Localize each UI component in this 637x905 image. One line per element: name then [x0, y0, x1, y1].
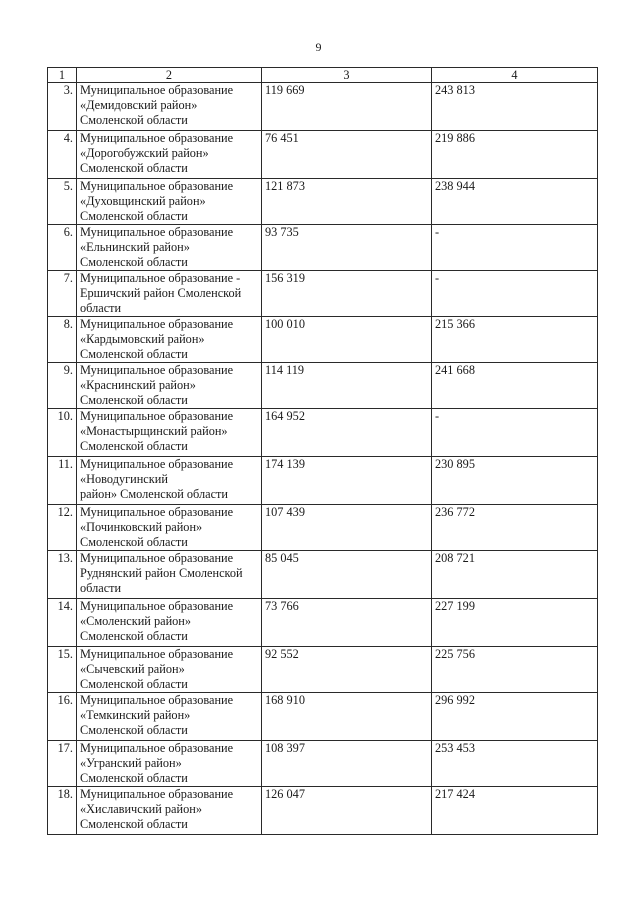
municipality-name-line: Муниципальное образование [80, 363, 234, 377]
municipality-name-line: Муниципальное образование [80, 647, 234, 661]
table-row [48, 457, 598, 505]
municipality-name [77, 787, 262, 835]
municipality-name-line: Муниципальное образование [80, 131, 234, 145]
table-row [48, 741, 598, 787]
municipality-name-line: Смоленской области [80, 439, 188, 453]
row-number: 8. [48, 317, 77, 363]
value-column-3: 73 766 [262, 599, 432, 647]
value-column-4: 253 453 [432, 741, 598, 787]
table-row [48, 551, 598, 599]
value-column-4: - [432, 225, 598, 271]
value-column-4: - [432, 271, 598, 317]
municipality-name-line: Смоленской области [80, 255, 188, 269]
value-column-4: 227 199 [432, 599, 598, 647]
municipality-name-line: Муниципальное образование [80, 505, 234, 519]
value-column-4: 219 886 [432, 131, 598, 179]
value-column-4: 208 721 [432, 551, 598, 599]
municipality-name-line: Муниципальное образование [80, 457, 234, 471]
table-header-row [48, 68, 598, 83]
municipality-name-line: Муниципальное образование [80, 551, 234, 565]
value-column-4: - [432, 409, 598, 457]
column-header-4: 4 [432, 68, 598, 83]
municipality-name [77, 131, 262, 179]
municipal-data-table [47, 67, 598, 835]
municipality-name-line: Смоленской области [80, 723, 188, 737]
value-column-3: 92 552 [262, 647, 432, 693]
municipality-name-line: Смоленской области [80, 209, 188, 223]
value-column-3: 107 439 [262, 505, 432, 551]
municipality-name [77, 317, 262, 363]
row-number: 14. [48, 599, 77, 647]
table-row [48, 363, 598, 409]
row-number: 7. [48, 271, 77, 317]
municipality-name-line: «Кардымовский район» [80, 332, 205, 346]
municipality-name-line: «Духовщинский район» [80, 194, 206, 208]
municipality-name-line: области [80, 581, 122, 595]
municipality-name-line: Муниципальное образование [80, 83, 234, 97]
municipality-name-line: Руднянский район Смоленской [80, 566, 243, 580]
municipality-name-line: «Смоленский район» [80, 614, 192, 628]
row-number: 15. [48, 647, 77, 693]
municipality-name [77, 363, 262, 409]
municipality-name-line: Муниципальное образование [80, 787, 234, 801]
municipality-name-line: Муниципальное образование [80, 225, 234, 239]
municipality-name [77, 409, 262, 457]
table-row [48, 225, 598, 271]
table-row [48, 317, 598, 363]
municipality-name-line: «Угранский район» [80, 756, 182, 770]
value-column-3: 100 010 [262, 317, 432, 363]
municipality-name [77, 693, 262, 741]
value-column-3: 76 451 [262, 131, 432, 179]
value-column-3: 119 669 [262, 83, 432, 131]
value-column-3: 108 397 [262, 741, 432, 787]
value-column-4: 215 366 [432, 317, 598, 363]
municipality-name-line: «Краснинский район» [80, 378, 196, 392]
municipality-name-line: Смоленской области [80, 113, 188, 127]
row-number: 13. [48, 551, 77, 599]
municipality-name-line: Ершичский район Смоленской [80, 286, 242, 300]
value-column-4: 236 772 [432, 505, 598, 551]
municipality-name-line: области [80, 301, 122, 315]
row-number: 5. [48, 179, 77, 225]
row-number: 16. [48, 693, 77, 741]
municipality-name [77, 225, 262, 271]
table-row [48, 179, 598, 225]
municipality-name [77, 457, 262, 505]
municipality-name [77, 271, 262, 317]
municipality-name-line: «Демидовский район» [80, 98, 198, 112]
municipality-name-line: Смоленской области [80, 771, 188, 785]
municipality-name-line: «Починковский район» [80, 520, 203, 534]
value-column-4: 238 944 [432, 179, 598, 225]
column-header-2: 2 [77, 68, 262, 83]
table-row [48, 131, 598, 179]
municipality-name-line: «Дорогобужский район» [80, 146, 209, 160]
municipality-name-line: «Монастырщинский район» [80, 424, 228, 438]
row-number: 4. [48, 131, 77, 179]
value-column-3: 174 139 [262, 457, 432, 505]
municipality-name [77, 83, 262, 131]
table-row [48, 271, 598, 317]
value-column-4: 243 813 [432, 83, 598, 131]
value-column-3: 85 045 [262, 551, 432, 599]
row-number: 3. [48, 83, 77, 131]
table-row [48, 83, 598, 131]
municipality-name-line: Муниципальное образование [80, 179, 234, 193]
row-number: 17. [48, 741, 77, 787]
row-number: 18. [48, 787, 77, 835]
row-number: 6. [48, 225, 77, 271]
value-column-3: 114 119 [262, 363, 432, 409]
municipality-name-line: «Новодугинский [80, 472, 168, 486]
municipality-name [77, 505, 262, 551]
municipality-name-line: Муниципальное образование [80, 409, 234, 423]
municipality-name-line: Смоленской области [80, 393, 188, 407]
municipality-name-line: Муниципальное образование [80, 599, 234, 613]
table-row [48, 505, 598, 551]
column-header-1: 1 [48, 68, 77, 83]
municipality-name-line: Смоленской области [80, 161, 188, 175]
municipality-name-line: Смоленской области [80, 347, 188, 361]
municipality-name [77, 551, 262, 599]
municipality-name-line: Муниципальное образование [80, 741, 234, 755]
table-row [48, 693, 598, 741]
value-column-3: 156 319 [262, 271, 432, 317]
value-column-3: 93 735 [262, 225, 432, 271]
municipality-name [77, 647, 262, 693]
municipality-name-line: Смоленской области [80, 629, 188, 643]
column-header-3: 3 [262, 68, 432, 83]
municipality-name-line: «Темкинский район» [80, 708, 191, 722]
municipality-name-line: Смоленской области [80, 817, 188, 831]
value-column-4: 217 424 [432, 787, 598, 835]
row-number: 9. [48, 363, 77, 409]
municipality-name-line: Смоленской области [80, 535, 188, 549]
page-number: 9 [315, 40, 322, 54]
table-body [48, 83, 598, 835]
municipality-name [77, 179, 262, 225]
municipality-name-line: «Сычевский район» [80, 662, 185, 676]
value-column-3: 164 952 [262, 409, 432, 457]
municipality-name-line: Муниципальное образование [80, 317, 234, 331]
municipality-name [77, 599, 262, 647]
table-row [48, 409, 598, 457]
value-column-4: 296 992 [432, 693, 598, 741]
municipality-name [77, 741, 262, 787]
municipality-name-line: Смоленской области [80, 677, 188, 691]
value-column-3: 121 873 [262, 179, 432, 225]
value-column-4: 241 668 [432, 363, 598, 409]
municipality-name-line: Муниципальное образование - [80, 271, 241, 285]
value-column-4: 225 756 [432, 647, 598, 693]
value-column-4: 230 895 [432, 457, 598, 505]
table-row [48, 787, 598, 835]
row-number: 11. [48, 457, 77, 505]
row-number: 12. [48, 505, 77, 551]
table-row [48, 647, 598, 693]
municipality-name-line: Муниципальное образование [80, 693, 234, 707]
municipality-name-line: «Хиславичский район» [80, 802, 202, 816]
row-number: 10. [48, 409, 77, 457]
value-column-3: 126 047 [262, 787, 432, 835]
municipality-name-line: район» Смоленской области [80, 487, 229, 501]
table-row [48, 599, 598, 647]
value-column-3: 168 910 [262, 693, 432, 741]
municipality-name-line: «Ельнинский район» [80, 240, 190, 254]
